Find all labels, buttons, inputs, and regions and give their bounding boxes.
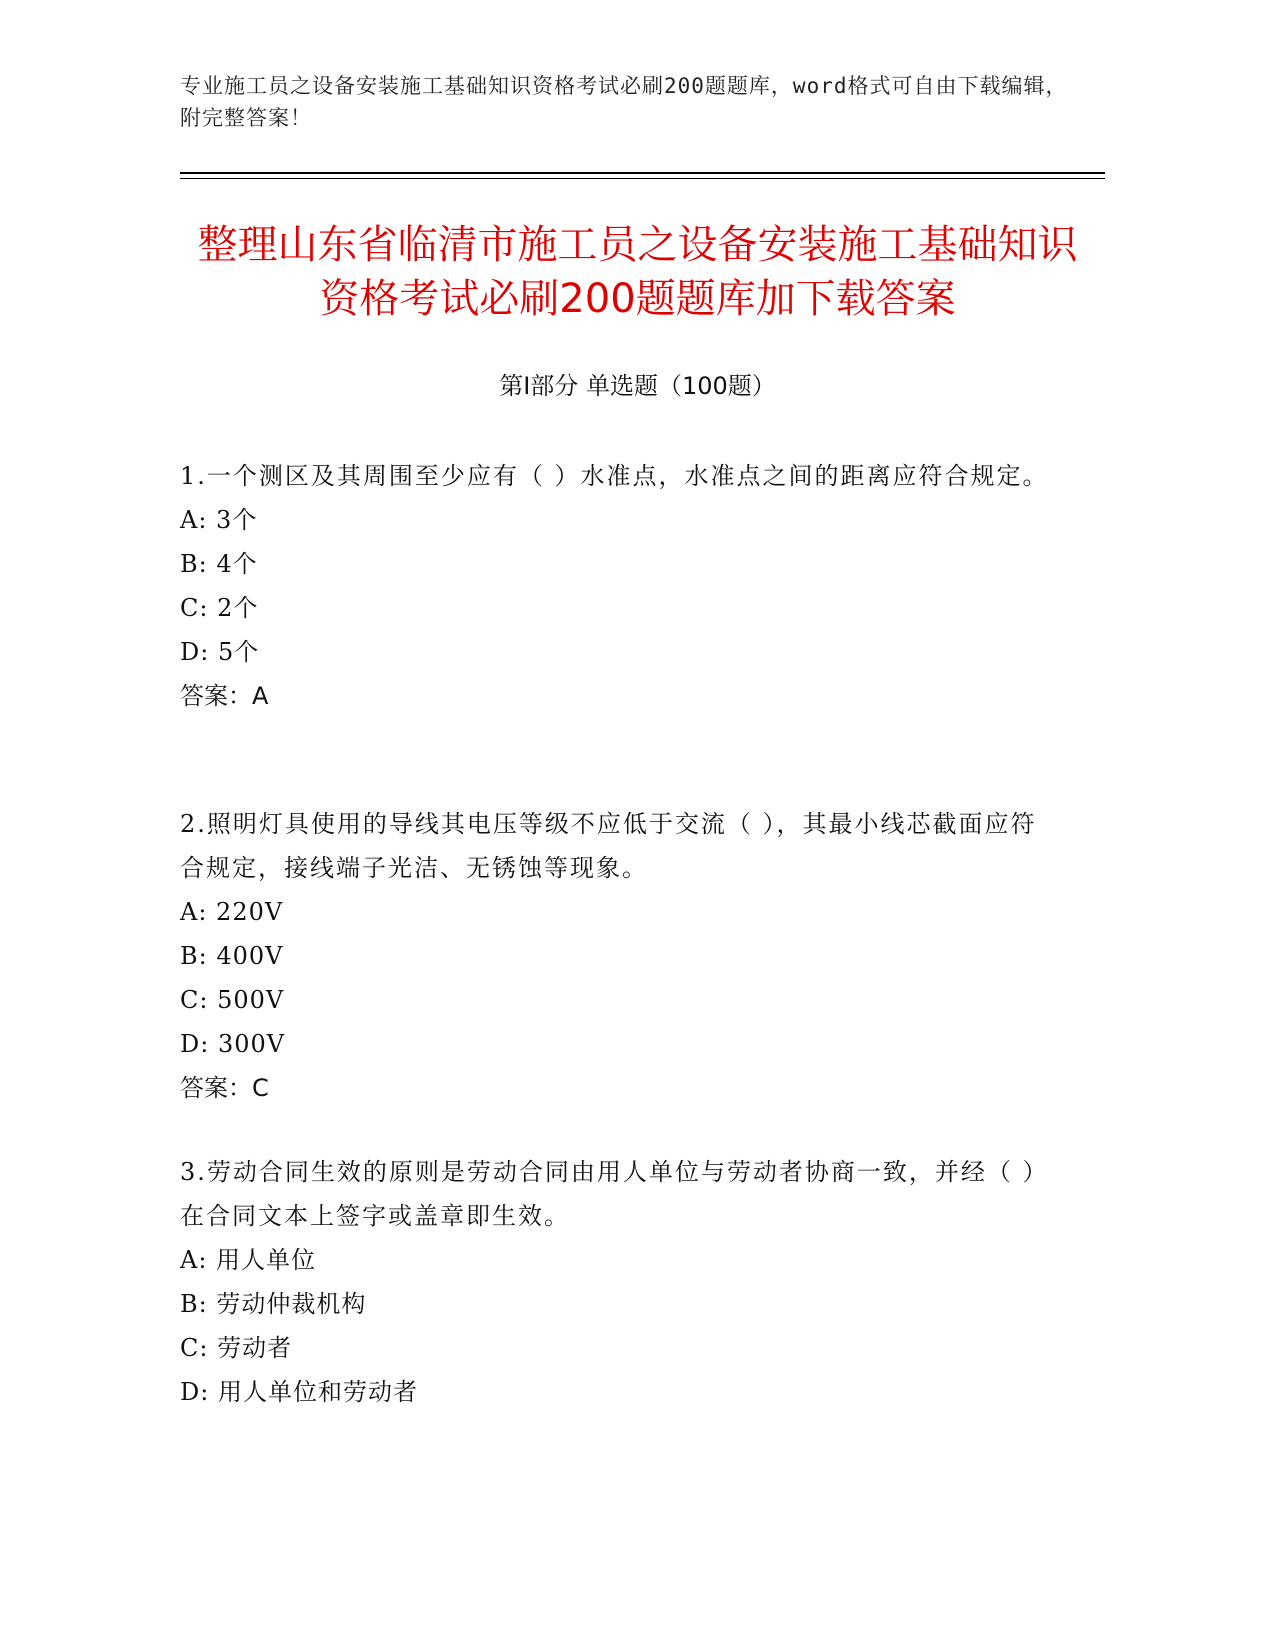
question-text: 3.劳动合同生效的原则是劳动合同由用人单位与劳动者协商一致，并经（ ）在合同文本上签字或盖章即生效。 <box>180 1158 1049 1230</box>
option-b: B: 劳动仲裁机构 <box>180 1290 367 1318</box>
option-c: C: 2个 <box>180 594 259 622</box>
option-c: C: 劳动者 <box>180 1334 293 1362</box>
option-c: C: 500V <box>180 986 285 1014</box>
header-note: 专业施工员之设备安装施工基础知识资格考试必刷200题题库，word格式可自由下载编辑，附完整答案！ <box>180 74 1068 130</box>
option-d: D: 5个 <box>180 638 260 666</box>
header-rule-thick <box>180 172 1105 174</box>
question-2 <box>180 802 1050 1110</box>
option-d: D: 用人单位和劳动者 <box>180 1378 418 1406</box>
document-title: 整理山东省临清市施工员之设备安装施工基础知识资格考试必刷200题题库加下载答案 <box>197 222 1078 322</box>
option-a: A: 用人单位 <box>180 1246 317 1274</box>
option-d: D: 300V <box>180 1030 286 1058</box>
option-b: B: 400V <box>180 942 284 970</box>
section-heading: 第Ⅰ部分 单选题（100题） <box>499 372 776 400</box>
question-1 <box>180 454 1050 718</box>
answer: 答案：C <box>180 1074 269 1102</box>
header-rule-thin <box>180 178 1105 179</box>
answer: 答案：A <box>180 682 269 710</box>
option-a: A: 3个 <box>180 506 258 534</box>
question-text: 1.一个测区及其周围至少应有（ ）水准点，水准点之间的距离应符合规定。 <box>180 462 1049 490</box>
option-a: A: 220V <box>180 898 284 926</box>
option-b: B: 4个 <box>180 550 258 578</box>
question-text: 2.照明灯具使用的导线其电压等级不应低于交流（ ），其最小线芯截面应符合规定，接线端子光洁、无锈蚀等现象。 <box>180 810 1037 882</box>
question-3 <box>180 1150 1050 1414</box>
